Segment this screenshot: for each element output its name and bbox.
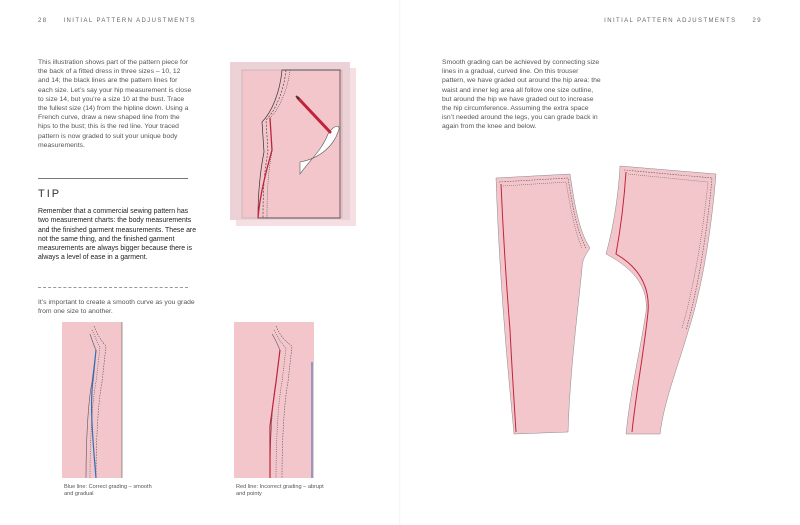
left-page-number: 28 (38, 18, 48, 24)
right-page (400, 0, 800, 525)
trouser-front-fill (496, 174, 590, 434)
incorrect-grading-illustration (234, 322, 314, 480)
trouser-front-pattern (490, 170, 600, 440)
correct-grading-illustration (62, 322, 142, 480)
intro-paragraph: This illustration shows part of the pattern piece for the back of a fitted dress in three sizes – 10, 12 and 14; the black lines are the pattern lines for each size. Let’s say your hip measurement is close to size 14, but you’re a size 10 at the bust. Trace the fullest size (14) from the hipline down. Using a French curve, draw a new shaped line from the hips to the bust; this is the red line. Your traced pattern is now graded to suit your unique body measurements. (38, 59, 192, 149)
left-running-head (38, 18, 196, 24)
tip-top-rule (38, 178, 188, 179)
dress-back-grading-illustration (230, 62, 360, 232)
right-page-number: 29 (752, 18, 762, 24)
tip-bottom-rule (38, 287, 188, 288)
caption-red-line: Red line: Incorrect grading – abrupt and pointy (236, 484, 324, 498)
right-running-head (604, 18, 762, 24)
trouser-back-pattern (600, 162, 720, 440)
smooth-curve-paragraph: It’s important to create a smooth curve as you grade from one size to another. (38, 299, 195, 316)
tip-heading: TIP (38, 188, 62, 200)
caption-blue-line: Blue line: Correct grading – smooth and gradual (64, 484, 152, 498)
trouser-paragraph: Smooth grading can be achieved by connecting size lines in a gradual, curved line. On this trouser pattern, we have graded out around the hip area: the waist and inner leg area all follow one size outline, but around the hip we have graded out to increase the hip circumference. Assuming the extra space isn’t needed around the legs, you can grade back in again from the knee and below. (442, 59, 601, 131)
right-running-title: INITIAL PATTERN ADJUSTMENTS (604, 18, 737, 24)
tip-body: Remember that a commercial sewing pattern has two measurement charts: the body measurements and the finished garment measurements. These are not the same thing, and the finished garment measurements are always bigger because there is always a level of ease in a garment. (38, 208, 197, 262)
left-running-title: INITIAL PATTERN ADJUSTMENTS (63, 18, 196, 24)
